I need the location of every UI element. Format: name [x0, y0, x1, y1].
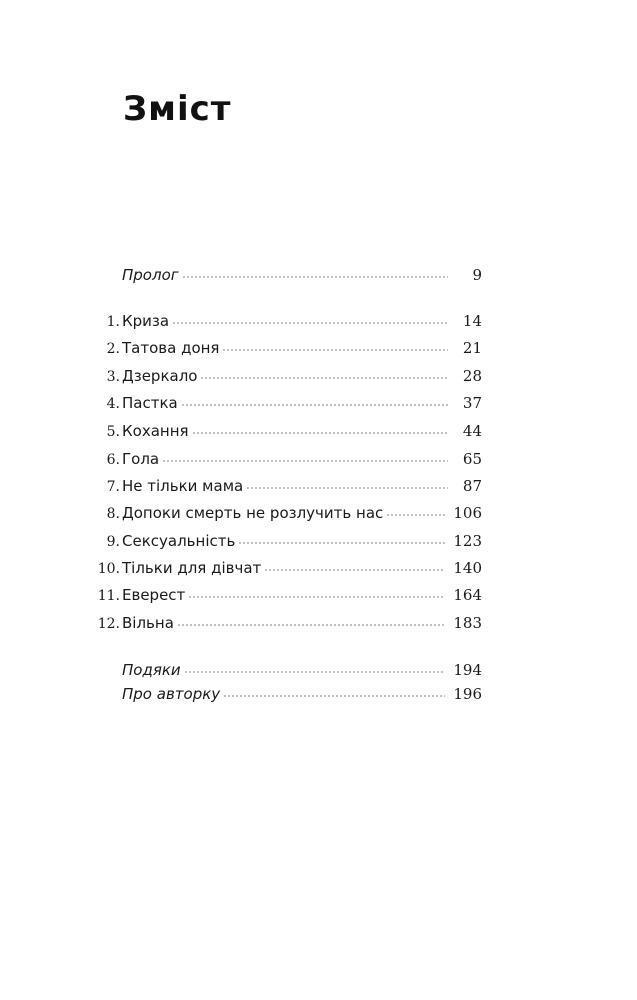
dot-leader: [200, 376, 448, 380]
toc-entry-title: Пастка: [122, 394, 178, 412]
toc-entry: [90, 309, 482, 333]
toc-entry: [90, 611, 482, 635]
toc-entry-title: Допоки смерть не розлучить нас: [122, 504, 384, 522]
toc-entry-title: Гола: [122, 450, 160, 468]
toc-entry-page: 28: [462, 367, 482, 385]
toc-entry-number: 2.: [106, 341, 120, 357]
dot-leader: [181, 403, 448, 407]
toc-entry: [90, 529, 482, 553]
toc-entry-title: Татова доня: [122, 339, 220, 357]
page-title: Зміст: [123, 89, 232, 129]
toc-entry: [90, 474, 482, 498]
toc-entry: [90, 583, 482, 607]
dot-leader: [192, 431, 448, 435]
toc-entry-page: 9: [472, 266, 482, 284]
toc-entry: [90, 263, 482, 287]
toc-entry-number: 12.: [97, 616, 120, 632]
toc-entry-number: 4.: [106, 396, 120, 412]
toc-entry-page: 44: [462, 422, 482, 440]
toc-entry-title: Подяки: [122, 661, 181, 679]
toc-entry-page: 123: [453, 532, 482, 550]
dot-leader: [238, 541, 445, 545]
toc-entry-page: 14: [462, 312, 482, 330]
toc-entry-number: 6.: [106, 452, 120, 468]
dot-leader: [177, 623, 445, 627]
toc-entry-number: 10.: [97, 561, 120, 577]
toc-entry-page: 106: [453, 504, 482, 522]
toc-entry: [90, 447, 482, 471]
toc-entry-page: 194: [453, 661, 482, 679]
toc-entry-page: 196: [453, 685, 482, 703]
dot-leader: [223, 694, 445, 698]
toc-entry-page: 21: [462, 339, 482, 357]
dot-leader: [182, 275, 448, 279]
toc-entry: [90, 364, 482, 388]
toc-entry: [90, 682, 482, 706]
toc-entry-title: Не тільки мама: [122, 477, 244, 495]
toc-entry-number: 1.: [106, 314, 120, 330]
toc-entry-number: 3.: [106, 369, 120, 385]
toc-entry: [90, 658, 482, 682]
toc-entry-page: 164: [453, 586, 482, 604]
toc-entry-title: Тільки для дівчат: [122, 559, 262, 577]
dot-leader: [162, 459, 448, 463]
toc-entry-title: Вільна: [122, 614, 174, 632]
toc-entry-title: Кохання: [122, 422, 189, 440]
toc-entry-title: Сексуальність: [122, 532, 236, 550]
toc-entry-title: Криза: [122, 312, 170, 330]
dot-leader: [246, 486, 448, 490]
dot-leader: [172, 321, 448, 325]
toc-entry-page: 183: [453, 614, 482, 632]
toc-entry: [90, 391, 482, 415]
toc-entry-number: 5.: [106, 424, 120, 440]
toc-entry-page: 87: [462, 477, 482, 495]
dot-leader: [386, 513, 445, 517]
toc-entry-number: 11.: [97, 588, 120, 604]
toc-entry-page: 37: [462, 394, 482, 412]
toc-entry-number: 7.: [106, 479, 120, 495]
toc-entry: [90, 336, 482, 360]
toc-entry-title: Еверест: [122, 586, 186, 604]
dot-leader: [184, 670, 446, 674]
toc-entry-title: Дзеркало: [122, 367, 198, 385]
toc-entry-page: 65: [462, 450, 482, 468]
dot-leader: [264, 568, 445, 572]
toc-entry: [90, 556, 482, 580]
toc-entry-page: 140: [453, 559, 482, 577]
toc-entry-number: 8.: [106, 506, 120, 522]
toc-entry-title: Про авторку: [122, 685, 221, 703]
toc-entry-number: 9.: [106, 534, 120, 550]
dot-leader: [222, 348, 448, 352]
toc-entry-title: Пролог: [122, 266, 179, 284]
dot-leader: [188, 595, 445, 599]
toc-entry: [90, 419, 482, 443]
toc-entry: [90, 501, 482, 525]
